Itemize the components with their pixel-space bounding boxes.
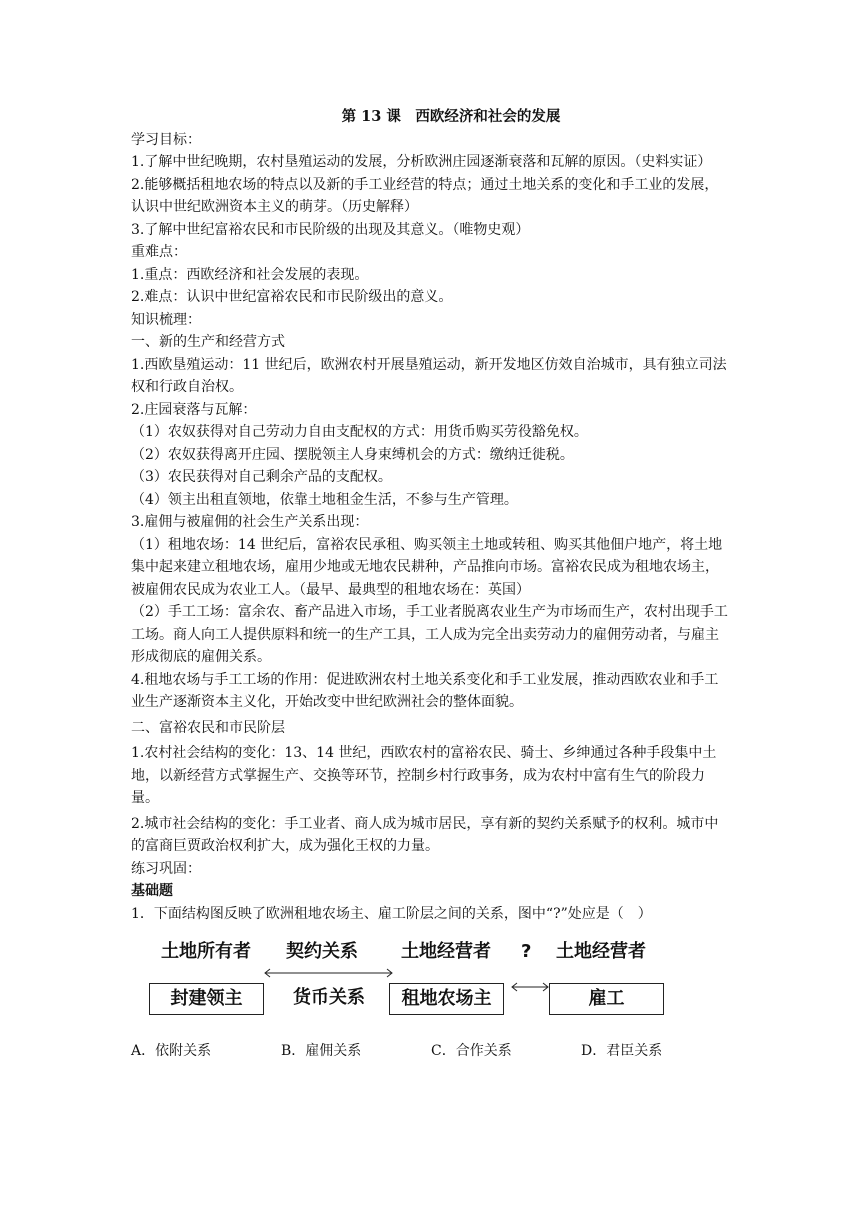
section1-paragraph: （2）手工工场：富余农、畜产品进入市场，手工业者脱离农业生产为市场而生产，农村出现手工工场。商人向工人提供原料和统一的生产工具，工人成为完全出卖劳动力的雇佣劳动者，与雇主形成彻底的雇佣关系。 [131, 604, 728, 665]
diagram-question-mark: ? [521, 941, 532, 962]
diagram-box-feudal-lord: 封建领主 [149, 983, 264, 1015]
goals-heading: 学习目标： [131, 131, 201, 148]
section1-paragraph: （3）农民获得对自己剩余产品的支配权。 [131, 469, 392, 485]
section1-paragraph: （4）领主出租直领地，依靠土地租金生活，不参与生产管理。 [131, 491, 518, 508]
section1-paragraph: 1.西欧垦殖运动：11 世纪后，欧洲农村开展垦殖运动，新开发地区仿效自治城市，具有独立司法权和行政自治权。 [131, 356, 727, 395]
relationship-diagram [131, 937, 691, 1032]
key-heading: 重难点： [131, 244, 187, 260]
diagram-box-laborer: 雇工 [549, 983, 664, 1015]
diagram-label-operator: 土地经营者 [401, 941, 491, 962]
section2-paragraph: 1.农村社会结构的变化：13、14 世纪，西欧农村的富裕农民、骑士、乡绅通过各种手段集中土地，以新经营方式掌握生产、交换等环节，控制乡村行政事务，成为农村中富有生气的阶段力量。 [131, 745, 717, 806]
answer-options [131, 1040, 731, 1063]
section1-paragraph: （2）农奴获得离开庄园、摆脱领主人身束缚机会的方式：缴纳迁徙税。 [131, 446, 574, 463]
option-d: D．君臣关系 [581, 1043, 663, 1059]
section1-paragraph: 4.租地农场与手工工场的作用：促进欧洲农村土地关系变化和手工业发展，推动西欧农业和手工业生产逐渐资本主义化，开始改变中世纪欧洲社会的整体面貌。 [131, 671, 719, 710]
section1-paragraph: 2.庄园衰落与瓦解： [131, 401, 257, 418]
double-arrow-icon [261, 967, 396, 979]
double-arrow-icon [509, 981, 551, 993]
lesson-title: 第 13 课 西欧经济和社会的发展 [341, 108, 561, 125]
diagram-label-operator-2: 土地经营者 [556, 941, 646, 962]
key-point: 2.难点：认识中世纪富裕农民和市民阶级出的意义。 [131, 289, 453, 305]
question-1: 1．下面结构图反映了欧洲租地农场主、雇工阶层之间的关系，图中“?”处应是（ ） [131, 905, 652, 922]
practice-heading: 练习巩固： [131, 860, 201, 877]
knowledge-heading: 知识梳理： [131, 311, 201, 328]
goal-item: 3.了解中世纪富裕农民和市民阶级的出现及其意义。（唯物史观） [131, 221, 530, 238]
basic-heading: 基础题 [131, 883, 173, 899]
document-body [131, 106, 731, 1063]
section1-paragraph: （1）租地农场：14 世纪后，富裕农民承租、购买领主土地或转租、购买其他佃户地产，将土地集中起来建立租地农场，雇用少地或无地农民耕种，产品推向市场。富裕农民成为租地农场主，被雇佣农民成为农业工人。（最早、最典型的租地农场在：英国） [131, 536, 723, 598]
section2-paragraph: 2.城市社会结构的变化：手工业者、商人成为城市居民，享有新的契约关系赋予的权利。城市中的富商巨贾政治权利扩大，成为强化王权的力量。 [131, 815, 719, 854]
option-c: C．合作关系 [431, 1043, 512, 1059]
option-a: A．依附关系 [131, 1043, 212, 1059]
diagram-label-contract: 契约关系 [286, 941, 358, 962]
goal-item: 1.了解中世纪晚期，农村垦殖运动的发展，分析欧洲庄园逐渐衰落和瓦解的原因。（史料实证） [131, 154, 712, 170]
option-b: B．雇佣关系 [281, 1043, 362, 1059]
section1-paragraph: 3.雇佣与被雇佣的社会生产关系出现： [131, 514, 369, 530]
diagram-box-farm-owner: 租地农场主 [389, 983, 504, 1015]
section1-title: 一、新的生产和经营方式 [131, 334, 285, 350]
diagram-label-landowner: 土地所有者 [161, 941, 251, 962]
diagram-label-money: 货币关系 [293, 987, 365, 1008]
section1-paragraph: （1）农奴获得对自己劳动力自由支配权的方式：用货币购买劳役豁免权。 [131, 424, 588, 440]
goal-item: 2.能够概括租地农场的特点以及新的手工业经营的特点；通过土地关系的变化和手工业的发展，认识中世纪欧洲资本主义的萌芽。（历史解释） [131, 176, 719, 215]
section2-title: 二、富裕农民和市民阶层 [131, 719, 285, 736]
key-point: 1.重点：西欧经济和社会发展的表现。 [131, 266, 369, 283]
